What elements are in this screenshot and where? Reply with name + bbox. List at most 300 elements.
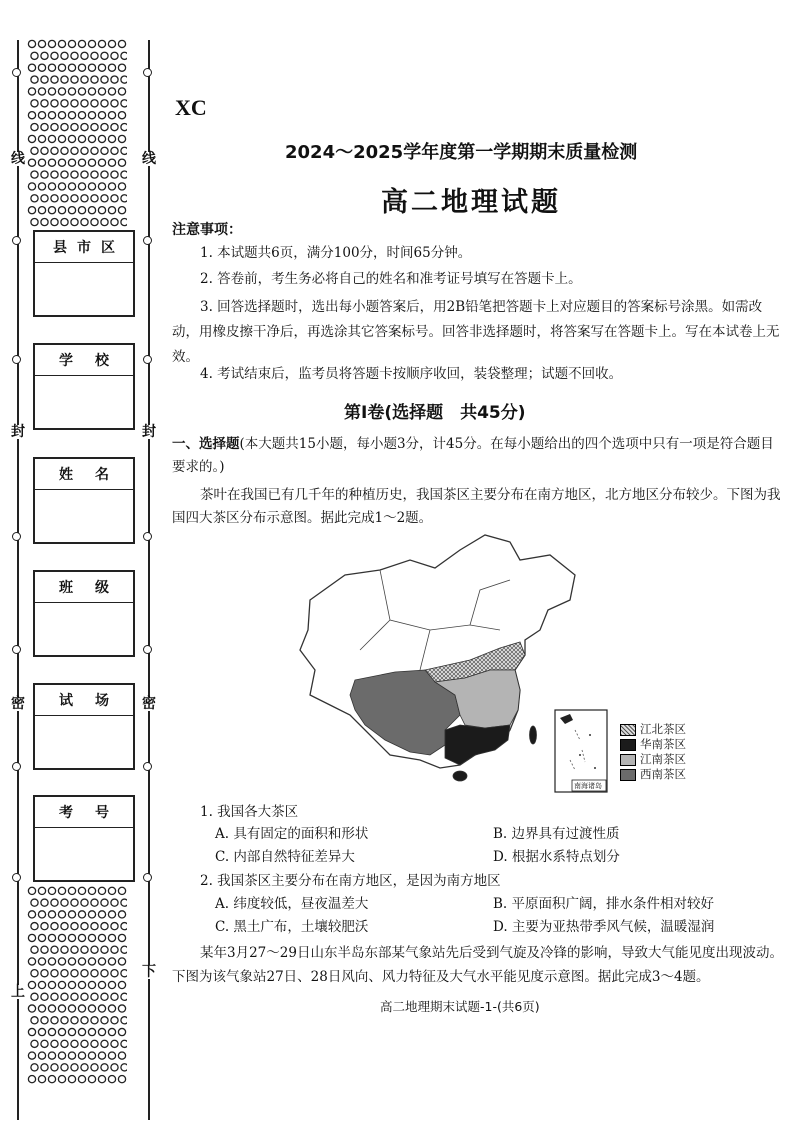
dot — [58, 1052, 65, 1059]
dot — [108, 981, 115, 988]
dot — [28, 1052, 35, 1059]
dot — [58, 934, 65, 941]
dot — [91, 147, 98, 154]
dot — [48, 981, 55, 988]
dot — [38, 958, 45, 965]
dot — [58, 88, 65, 95]
dot — [61, 171, 68, 178]
dot — [31, 923, 38, 930]
dot — [98, 64, 105, 71]
dot — [31, 76, 38, 83]
dot — [31, 195, 38, 202]
dot — [98, 911, 105, 918]
dot — [48, 934, 55, 941]
dot — [81, 993, 88, 1000]
legend-item — [620, 737, 686, 752]
dot — [31, 970, 38, 977]
box-label: 班级 — [35, 572, 133, 603]
dot — [41, 147, 48, 154]
legend-item — [620, 752, 686, 767]
dot — [28, 183, 35, 190]
dot — [88, 887, 95, 894]
dot — [81, 923, 88, 930]
notice-item: 3. 回答选择题时，选出每小题答案后，用2B铅笔把答题卡上对应题目的答案标号涂黑。如需改动，用橡皮擦干净后，再选涂其它答案标号。回答非选择题时，将答案写在答题卡上。写在本试卷上无效。 — [172, 299, 780, 365]
seal-char: 封 — [142, 424, 156, 440]
dot — [61, 899, 68, 906]
dot — [31, 993, 38, 1000]
dot — [28, 1005, 35, 1012]
question-option[interactable]: A. 纬度较低，昼夜温差大 — [215, 896, 369, 912]
dot — [78, 911, 85, 918]
dot — [68, 207, 75, 214]
dot — [61, 100, 68, 107]
dot — [31, 1064, 38, 1071]
dot — [28, 981, 35, 988]
dot — [48, 1005, 55, 1012]
dot — [48, 64, 55, 71]
dot — [61, 1064, 68, 1071]
box-label: 学校 — [35, 345, 133, 376]
question-stem: 2. 我国茶区主要分布在南方地区，是因为南方地区 — [200, 873, 501, 889]
dot — [118, 40, 125, 47]
dot — [121, 123, 127, 130]
dot — [58, 183, 65, 190]
dot — [118, 135, 125, 142]
dot — [101, 1064, 108, 1071]
dot — [101, 1040, 108, 1047]
notice-heading: 注意事项： — [172, 222, 242, 238]
dot — [101, 993, 108, 1000]
dot — [88, 911, 95, 918]
dot — [118, 112, 125, 119]
dot — [98, 934, 105, 941]
dot — [38, 911, 45, 918]
exam-code: XC — [175, 95, 207, 120]
legend-swatch — [620, 754, 636, 766]
notice-item: 1. 本试题共6页，满分100分，时间65分钟。 — [200, 245, 472, 261]
hainan-island — [453, 771, 467, 781]
dot — [28, 40, 35, 47]
dot — [108, 112, 115, 119]
dot — [68, 958, 75, 965]
dot — [38, 112, 45, 119]
box-label: 试场 — [35, 685, 133, 716]
question-option[interactable]: B. 边界具有过渡性质 — [493, 826, 620, 842]
legend-item — [620, 722, 686, 737]
dot-pattern-top — [27, 38, 127, 228]
dot — [71, 1040, 78, 1047]
dot — [81, 1017, 88, 1024]
question-option[interactable]: A. 具有固定的面积和形状 — [215, 826, 369, 842]
box-label: 姓名 — [35, 459, 133, 490]
dot — [118, 159, 125, 166]
dot — [98, 159, 105, 166]
dot — [61, 1017, 68, 1024]
dot — [68, 159, 75, 166]
dot — [121, 946, 127, 953]
dot — [91, 123, 98, 130]
dot — [68, 1052, 75, 1059]
dot — [71, 195, 78, 202]
exam-room-box[interactable] — [33, 683, 135, 770]
dot — [58, 981, 65, 988]
dot — [98, 1076, 105, 1083]
dot — [38, 88, 45, 95]
dot — [101, 1017, 108, 1024]
dot — [118, 958, 125, 965]
dot — [28, 887, 35, 894]
exam-number-box[interactable] — [33, 795, 135, 882]
dot — [38, 1028, 45, 1035]
dot — [28, 64, 35, 71]
dot — [31, 899, 38, 906]
dot — [91, 1017, 98, 1024]
dot — [91, 1040, 98, 1047]
dot — [28, 911, 35, 918]
dot — [88, 64, 95, 71]
dot — [31, 100, 38, 107]
dot — [41, 993, 48, 1000]
dot — [28, 88, 35, 95]
taiwan-island — [530, 726, 537, 744]
dot — [31, 1017, 38, 1024]
dot — [48, 1076, 55, 1083]
dot — [51, 970, 58, 977]
dot — [101, 195, 108, 202]
dot — [38, 981, 45, 988]
page-footer: 高二地理期末试题-1-(共6页) — [380, 999, 540, 1014]
dot — [71, 76, 78, 83]
dot — [98, 112, 105, 119]
dot — [111, 1017, 118, 1024]
dot — [98, 183, 105, 190]
dot — [81, 1040, 88, 1047]
dot — [121, 171, 127, 178]
dot — [58, 911, 65, 918]
seal-char: 密 — [11, 696, 25, 712]
dot — [81, 946, 88, 953]
question-option[interactable]: D. 主要为亚热带季风气候，温暖湿润 — [493, 919, 715, 935]
dot — [108, 1028, 115, 1035]
dot — [71, 52, 78, 59]
dot — [48, 911, 55, 918]
dot — [91, 100, 98, 107]
dot — [71, 993, 78, 1000]
dot — [28, 207, 35, 214]
dot — [108, 1005, 115, 1012]
school-box[interactable] — [33, 343, 135, 430]
dot — [48, 159, 55, 166]
box-label: 县市区 — [35, 232, 133, 263]
dot — [111, 1040, 118, 1047]
box-label: 考号 — [35, 797, 133, 828]
cut-line-left — [17, 40, 19, 1120]
dot — [51, 100, 58, 107]
intro-passage: 茶叶在我国已有几千年的种植历史，我国茶区主要分布在南方地区，北方地区分布较少。下图为我国四大茶区分布示意图。据此完成1～2题。 — [172, 487, 781, 526]
dot — [78, 135, 85, 142]
dot — [41, 1017, 48, 1024]
dot — [38, 934, 45, 941]
name-box[interactable] — [33, 457, 135, 544]
dot — [111, 123, 118, 130]
dot — [58, 1076, 65, 1083]
dot — [51, 923, 58, 930]
dot — [121, 993, 127, 1000]
notice-item: 2. 答卷前，考生务必将自己的姓名和准考证号填写在答题卡上。 — [200, 271, 582, 287]
dot — [91, 923, 98, 930]
dot — [58, 1005, 65, 1012]
section-instructions — [172, 433, 784, 479]
dot — [78, 981, 85, 988]
dot — [51, 76, 58, 83]
dot — [118, 934, 125, 941]
dot — [121, 195, 127, 202]
question-option[interactable]: B. 平原面积广阔，排水条件相对较好 — [493, 896, 715, 912]
dot — [101, 52, 108, 59]
dot — [68, 183, 75, 190]
dot — [51, 946, 58, 953]
dot — [71, 923, 78, 930]
dot — [91, 171, 98, 178]
class-box[interactable] — [33, 570, 135, 657]
question-option[interactable]: C. 内部自然特征差异大 — [215, 849, 355, 865]
seal-char: 下 — [142, 964, 156, 980]
dot — [51, 52, 58, 59]
dot — [68, 934, 75, 941]
dot — [51, 171, 58, 178]
dot — [48, 135, 55, 142]
dot — [68, 64, 75, 71]
dot — [48, 112, 55, 119]
dot — [88, 958, 95, 965]
exam-subtitle: 2024～2025学年度第一学期期末质量检测 — [285, 142, 638, 163]
dot — [118, 1052, 125, 1059]
dot — [108, 887, 115, 894]
dot — [88, 981, 95, 988]
dot — [108, 911, 115, 918]
dot — [111, 993, 118, 1000]
dot — [58, 135, 65, 142]
dot — [28, 112, 35, 119]
dot — [61, 123, 68, 130]
dot — [111, 970, 118, 977]
dot — [98, 1028, 105, 1035]
dot — [111, 946, 118, 953]
dot — [78, 958, 85, 965]
dot — [108, 1076, 115, 1083]
dot — [61, 76, 68, 83]
question-option[interactable]: D. 根据水系特点划分 — [493, 849, 620, 865]
dot — [111, 218, 118, 225]
dot — [38, 1005, 45, 1012]
dot — [71, 123, 78, 130]
dot — [78, 183, 85, 190]
dot — [51, 993, 58, 1000]
dot — [101, 76, 108, 83]
dot — [81, 52, 88, 59]
dot — [68, 911, 75, 918]
dot — [68, 887, 75, 894]
dot — [58, 958, 65, 965]
dot — [108, 64, 115, 71]
dot — [71, 171, 78, 178]
dot — [71, 1064, 78, 1071]
dot — [101, 147, 108, 154]
dot — [108, 1052, 115, 1059]
dot — [101, 970, 108, 977]
dot — [81, 899, 88, 906]
dot — [41, 100, 48, 107]
dot — [58, 112, 65, 119]
question-option[interactable]: C. 黑土广布，土壤较肥沃 — [215, 919, 369, 935]
inset-label: 南海诸岛 — [574, 782, 602, 790]
dot — [38, 1052, 45, 1059]
dot — [121, 218, 127, 225]
dot — [31, 218, 38, 225]
dot — [78, 207, 85, 214]
dot — [111, 1064, 118, 1071]
dot — [108, 207, 115, 214]
dot — [41, 1040, 48, 1047]
dot — [61, 970, 68, 977]
dot — [78, 887, 85, 894]
dot — [78, 1028, 85, 1035]
dot — [68, 981, 75, 988]
dot — [88, 1028, 95, 1035]
dot — [48, 887, 55, 894]
dot — [71, 100, 78, 107]
legend-label: 西南茶区 — [640, 767, 686, 781]
dot — [121, 970, 127, 977]
dot — [28, 1076, 35, 1083]
notice-item: 4. 考试结束后，监考员将答题卡按顺序收回，装袋整理；试题不回收。 — [200, 366, 623, 382]
dot — [121, 100, 127, 107]
dot — [28, 934, 35, 941]
dot — [88, 207, 95, 214]
dot — [108, 159, 115, 166]
page-title: 高二地理试题 — [381, 187, 561, 218]
dot — [101, 171, 108, 178]
dot — [58, 159, 65, 166]
dot — [51, 147, 58, 154]
dot — [81, 147, 88, 154]
dot — [98, 135, 105, 142]
dot — [88, 88, 95, 95]
dot — [31, 52, 38, 59]
dot — [108, 40, 115, 47]
dot — [81, 76, 88, 83]
dot — [51, 218, 58, 225]
dot — [58, 1028, 65, 1035]
dot — [71, 899, 78, 906]
dot — [41, 1064, 48, 1071]
passage-3-4: 某年3月27～29日山东半岛东部某气象站先后受到气旋及冷锋的影响，导致大气能见度出现波动。下图为该气象站27日、28日风向、风力特征及大气水平能见度示意图。据此完成3～4题。 — [172, 945, 783, 985]
seal-char: 线 — [142, 151, 156, 167]
dot — [101, 100, 108, 107]
legend-label: 江北茶区 — [640, 722, 686, 736]
dot — [58, 40, 65, 47]
legend-swatch — [620, 724, 636, 736]
dot — [111, 195, 118, 202]
dot — [88, 1005, 95, 1012]
dot — [118, 64, 125, 71]
dot — [41, 923, 48, 930]
dot — [101, 123, 108, 130]
dot — [61, 147, 68, 154]
dot — [111, 171, 118, 178]
dot — [51, 123, 58, 130]
dot — [28, 135, 35, 142]
dot — [31, 147, 38, 154]
dot — [38, 135, 45, 142]
dot — [61, 923, 68, 930]
dot — [38, 207, 45, 214]
dot — [41, 899, 48, 906]
dot — [38, 64, 45, 71]
dot — [118, 981, 125, 988]
dot — [28, 1028, 35, 1035]
legend-swatch — [620, 739, 636, 751]
dot — [118, 911, 125, 918]
dot — [68, 135, 75, 142]
dot — [38, 1076, 45, 1083]
dot — [48, 1028, 55, 1035]
dot — [68, 1005, 75, 1012]
dot — [108, 88, 115, 95]
dot — [88, 1052, 95, 1059]
dot — [91, 899, 98, 906]
dot — [71, 218, 78, 225]
legend-label: 华南茶区 — [640, 737, 686, 751]
dot — [98, 88, 105, 95]
dot — [98, 981, 105, 988]
dot — [91, 195, 98, 202]
dot — [101, 923, 108, 930]
dot — [41, 946, 48, 953]
dot — [91, 1064, 98, 1071]
dot — [91, 218, 98, 225]
dot — [88, 159, 95, 166]
dot — [31, 123, 38, 130]
dot — [118, 1028, 125, 1035]
dot — [51, 1040, 58, 1047]
dot — [88, 112, 95, 119]
dot — [71, 1017, 78, 1024]
dot — [88, 135, 95, 142]
dot — [98, 1052, 105, 1059]
dot — [61, 195, 68, 202]
dot — [41, 970, 48, 977]
dot-pattern-bottom — [27, 885, 127, 1085]
dot — [108, 183, 115, 190]
dot — [98, 40, 105, 47]
dot — [81, 970, 88, 977]
dot — [51, 899, 58, 906]
dot — [111, 899, 118, 906]
dot — [48, 207, 55, 214]
dot — [81, 195, 88, 202]
huanan-region — [445, 725, 510, 765]
dot — [88, 1076, 95, 1083]
dot — [91, 993, 98, 1000]
dot — [48, 958, 55, 965]
dot — [68, 40, 75, 47]
dot — [48, 1052, 55, 1059]
dot — [118, 183, 125, 190]
county-box[interactable] — [33, 230, 135, 317]
dot — [118, 1076, 125, 1083]
dot — [78, 1005, 85, 1012]
